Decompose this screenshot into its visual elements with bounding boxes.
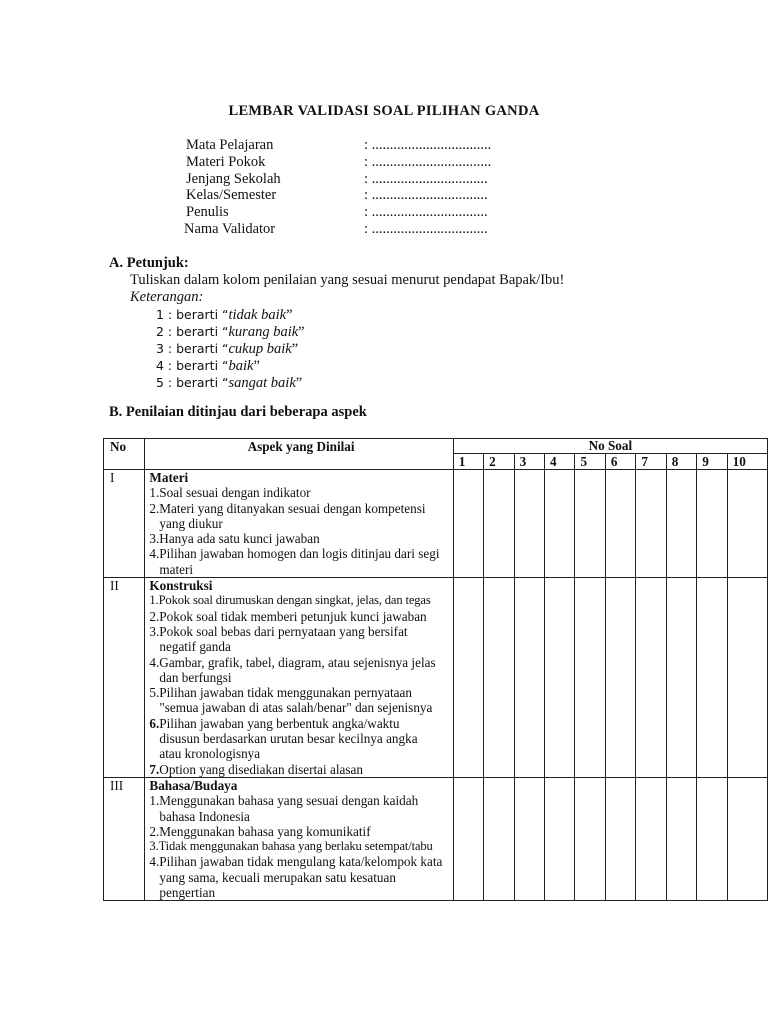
score-cell[interactable] <box>453 578 483 778</box>
table-row-materi <box>104 470 768 578</box>
score-cell[interactable] <box>453 777 483 900</box>
header-soal-5: 5 <box>575 454 605 470</box>
header-soal-4: 4 <box>545 454 575 470</box>
scale-item: 4 : berarti “baik” <box>156 358 260 374</box>
field-penulis <box>186 204 491 221</box>
criterion-item: 4.Pilihan jawaban homogen dan logis ditinjau dari segi materi <box>149 546 440 577</box>
score-cell[interactable] <box>605 470 635 578</box>
criterion-item: 5.Pilihan jawaban tidak menggunakan pernyataan "semua jawaban di atas salah/benar" dan sejenisnya <box>149 685 433 716</box>
field-jenjang-sekolah <box>186 171 491 188</box>
field-label: Nama Validator <box>184 220 276 237</box>
field-nama-validator <box>186 221 491 238</box>
score-cell[interactable] <box>636 470 666 578</box>
score-cell[interactable] <box>636 578 666 778</box>
score-cell[interactable] <box>575 470 605 578</box>
score-cell[interactable] <box>605 578 635 778</box>
score-cell[interactable] <box>514 777 544 900</box>
field-value-blank[interactable]: : ................................ <box>364 204 488 221</box>
scale-item: 5 : berarti “sangat baik” <box>156 375 303 391</box>
header-soal-8: 8 <box>666 454 696 470</box>
field-kelas-semester <box>186 187 491 204</box>
criterion-item: 1.Menggunakan bahasa yang sesuai dengan kaidah bahasa Indonesia <box>149 793 419 824</box>
criterion-item: 7.Option yang disediakan disertai alasan <box>149 761 363 777</box>
aspect-cell <box>145 470 453 578</box>
group-title: Konstruksi <box>149 578 213 594</box>
field-value-blank[interactable]: : ................................ <box>364 220 488 237</box>
score-cell[interactable] <box>484 470 514 578</box>
score-cell[interactable] <box>666 578 696 778</box>
criterion-item: 2.Pokok soal tidak memberi petunjuk kunci jawaban <box>149 608 427 624</box>
field-mata-pelajaran <box>186 137 491 154</box>
score-cell[interactable] <box>514 470 544 578</box>
criterion-item: 3.Tidak menggunakan bahasa yang berlaku setempat/tabu <box>149 839 433 854</box>
aspect-cell <box>145 578 453 778</box>
scale-item: 3 : berarti “cukup baik” <box>156 341 299 357</box>
field-value-blank[interactable]: : ................................ <box>364 187 488 204</box>
field-value-blank[interactable]: : ................................ <box>364 170 488 187</box>
score-cell[interactable] <box>545 777 575 900</box>
score-cell[interactable] <box>605 777 635 900</box>
score-cell[interactable] <box>666 777 696 900</box>
table-header-row <box>104 439 768 454</box>
score-cell[interactable] <box>666 470 696 578</box>
instruction-text: Tuliskan dalam kolom penilaian yang sesuai menurut pendapat Bapak/Ibu! <box>130 272 565 288</box>
score-cell[interactable] <box>727 470 767 578</box>
group-number: I <box>104 470 145 578</box>
header-no: No <box>104 439 145 470</box>
header-soal-1: 1 <box>453 454 483 470</box>
group-number: III <box>104 777 145 900</box>
criterion-item: 2.Menggunakan bahasa yang komunikatif <box>149 823 371 839</box>
score-cell[interactable] <box>453 470 483 578</box>
criterion-item: 6.Pilihan jawaban yang berbentuk angka/waktu disusun berdasarkan urutan besar kecilnya angka atau kronologisnya <box>149 715 418 762</box>
score-cell[interactable] <box>514 578 544 778</box>
criterion-item: 4.Pilihan jawaban tidak mengulang kata/kelompok kata yang sama, kecuali merupakan satu kesatuan pengertian <box>149 854 443 901</box>
header-soal-9: 9 <box>697 454 727 470</box>
table-row-bahasa-budaya <box>104 777 768 900</box>
field-value-blank[interactable]: : ................................. <box>364 153 492 170</box>
header-aspek: Aspek yang Dinilai <box>145 439 453 470</box>
aspect-cell <box>145 777 453 900</box>
criterion-item: 1.Pokok soal dirumuskan dengan singkat, jelas, dan tegas <box>149 593 431 608</box>
group-number: II <box>104 578 145 778</box>
scale-item: 1 : berarti “tidak baik” <box>156 307 293 323</box>
score-cell[interactable] <box>575 578 605 778</box>
score-cell[interactable] <box>697 578 727 778</box>
validation-table <box>103 438 768 901</box>
field-materi-pokok <box>186 154 491 171</box>
section-a-heading: A. Petunjuk: <box>109 255 189 271</box>
field-value-blank[interactable]: : ................................. <box>364 137 492 153</box>
score-cell[interactable] <box>697 470 727 578</box>
field-label: Jenjang Sekolah <box>186 170 281 187</box>
document-title: LEMBAR VALIDASI SOAL PILIHAN GANDA <box>228 103 540 119</box>
rating-scale-legend <box>156 306 564 391</box>
criterion-item: 3.Pokok soal bebas dari pernyataan yang bersifat negatif ganda <box>149 623 408 655</box>
score-cell[interactable] <box>727 777 767 900</box>
criterion-item: 4.Gambar, grafik, tabel, diagram, atau sejenisnya jelas dan berfungsi <box>149 654 436 685</box>
criterion-item: 2.Materi yang ditanyakan sesuai dengan kompetensi yang diukur <box>149 500 426 531</box>
score-cell[interactable] <box>636 777 666 900</box>
section-b-heading: B. Penilaian ditinjau dari beberapa aspek <box>109 404 367 420</box>
header-soal-7: 7 <box>636 454 666 470</box>
header-soal-2: 2 <box>484 454 514 470</box>
table-row-konstruksi <box>104 578 768 778</box>
header-soal-3: 3 <box>514 454 544 470</box>
field-label: Materi Pokok <box>186 153 266 170</box>
field-label: Penulis <box>186 204 229 221</box>
score-cell[interactable] <box>484 578 514 778</box>
score-cell[interactable] <box>727 578 767 778</box>
group-title: Materi <box>149 470 189 485</box>
header-soal-6: 6 <box>605 454 635 470</box>
header-no-soal: No Soal <box>453 439 767 454</box>
score-cell[interactable] <box>545 578 575 778</box>
scale-item: 2 : berarti “kurang baik” <box>156 324 305 340</box>
score-cell[interactable] <box>697 777 727 900</box>
field-label: Kelas/Semester <box>186 187 277 204</box>
criterion-item: 1.Soal sesuai dengan indikator <box>149 485 311 501</box>
score-cell[interactable] <box>484 777 514 900</box>
score-cell[interactable] <box>545 470 575 578</box>
keterangan-label: Keterangan: <box>130 289 204 305</box>
score-cell[interactable] <box>575 777 605 900</box>
header-soal-10: 10 <box>727 454 767 470</box>
identity-fields <box>186 137 491 238</box>
group-title: Bahasa/Budaya <box>149 777 238 793</box>
criterion-item: 3.Hanya ada satu kunci jawaban <box>149 531 320 547</box>
section-petunjuk <box>109 255 564 391</box>
field-label: Mata Pelajaran <box>186 137 274 153</box>
